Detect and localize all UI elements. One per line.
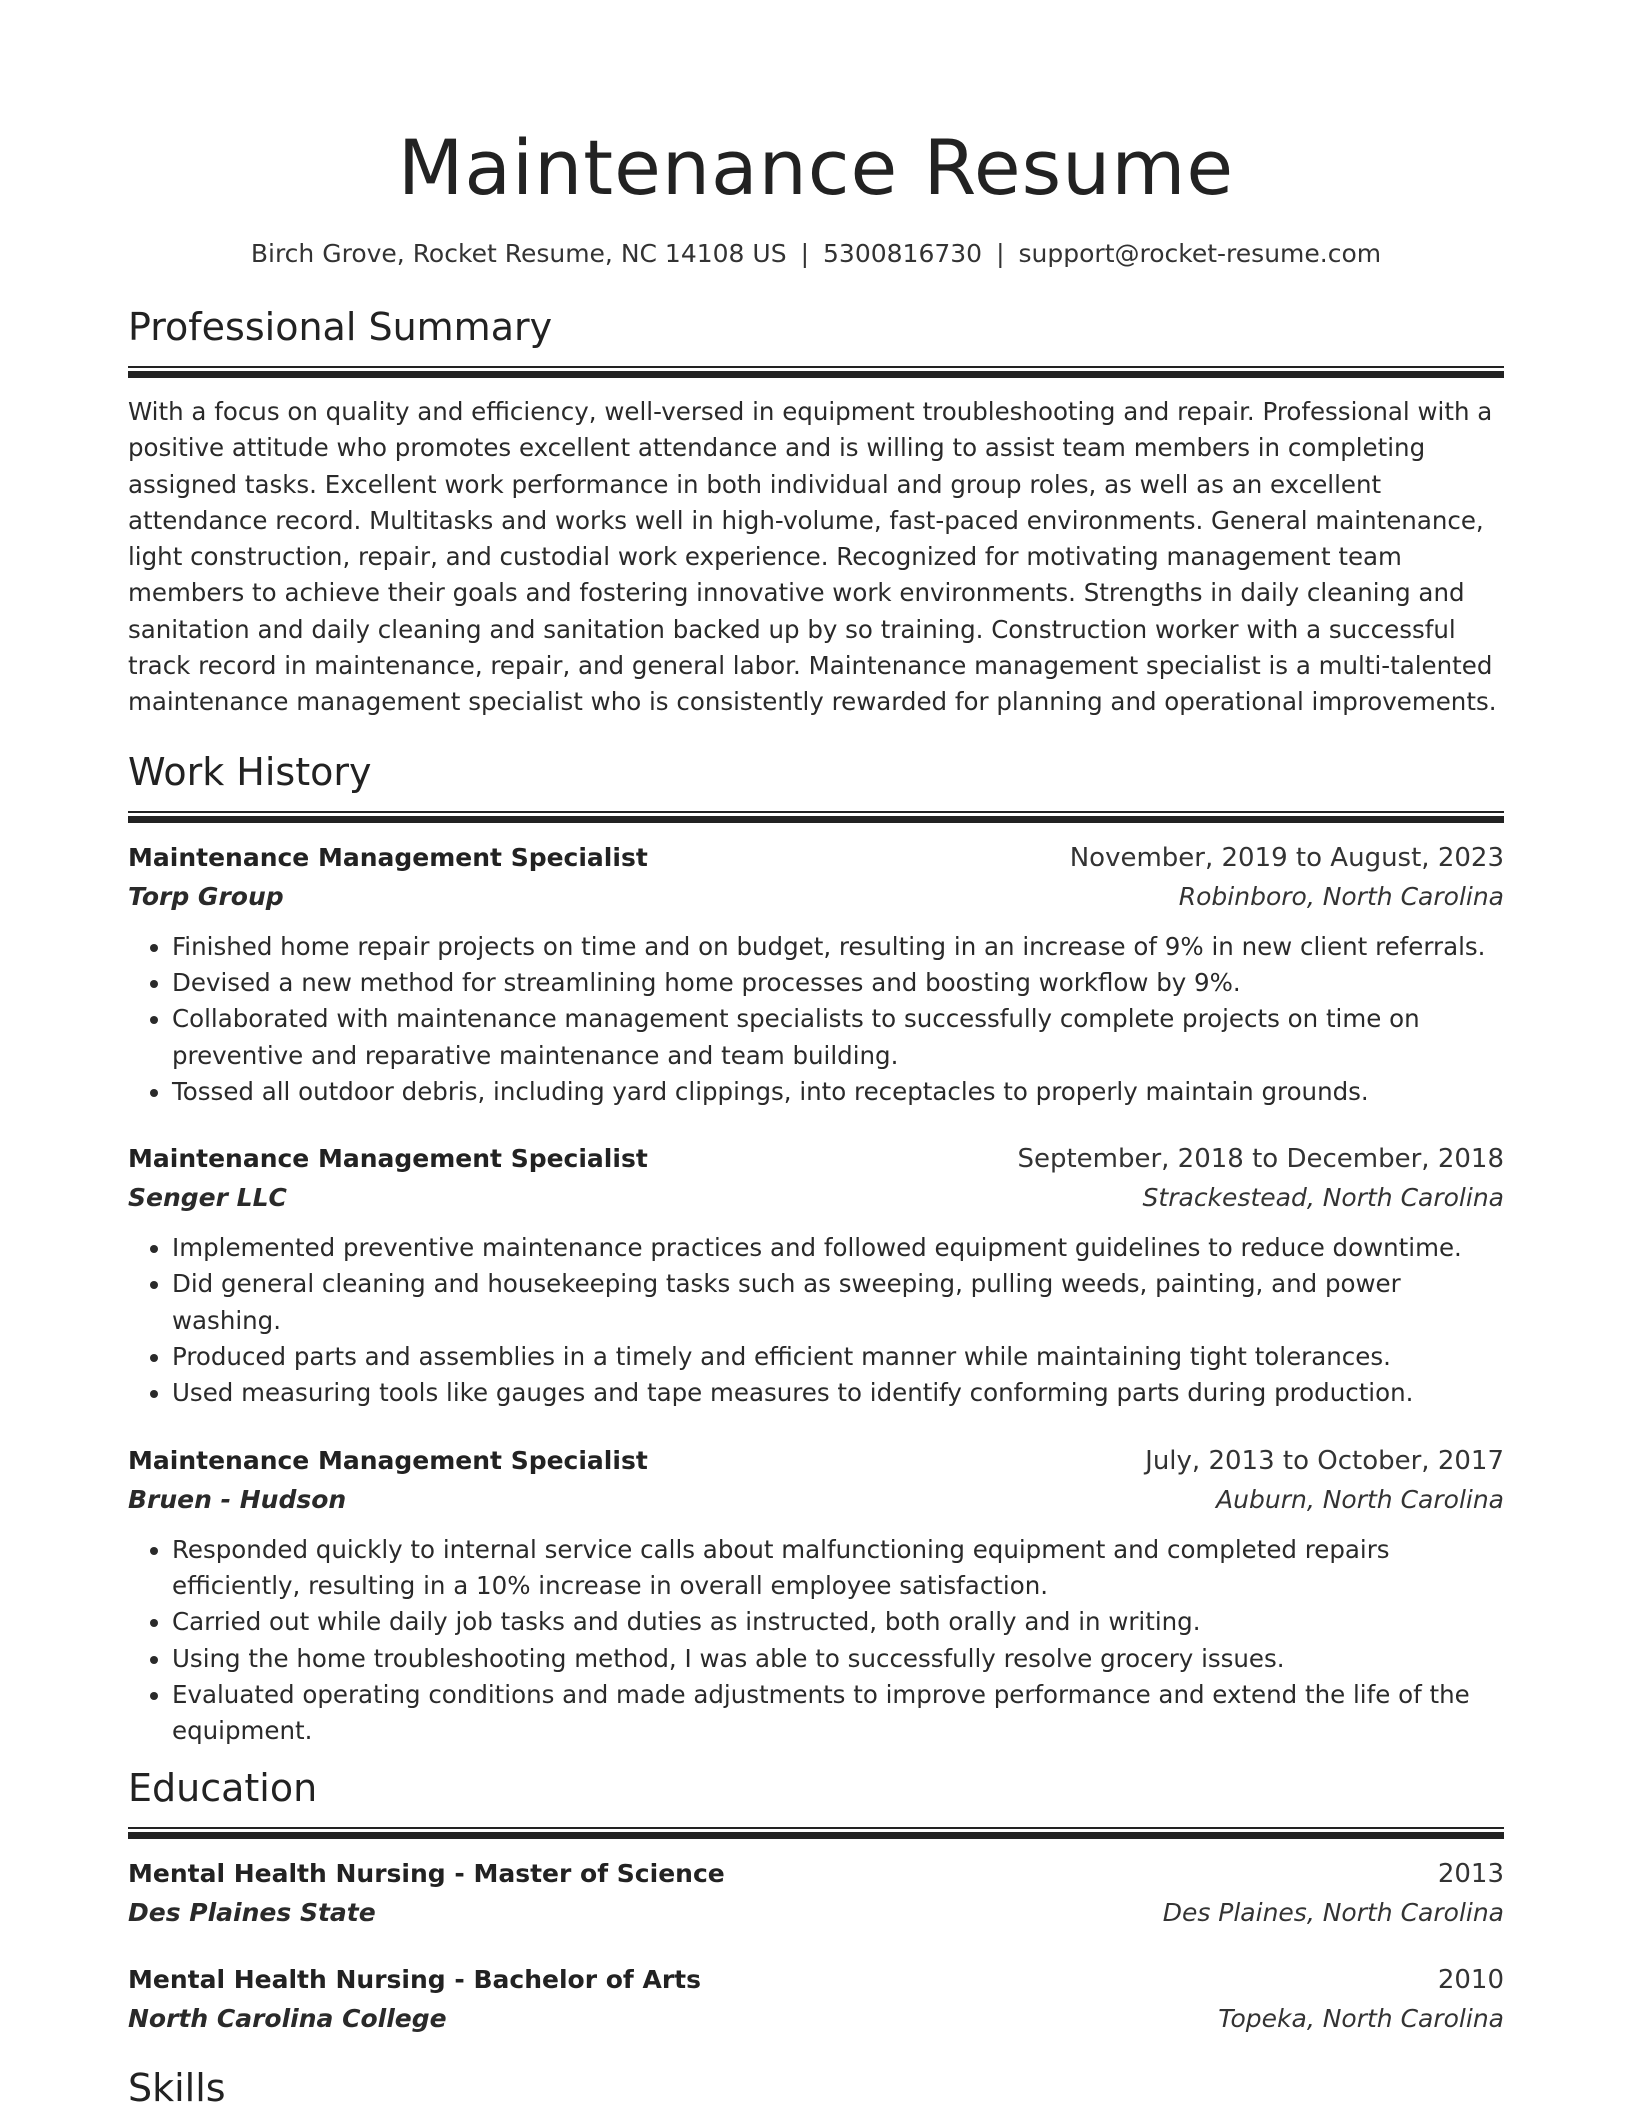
job-title: Maintenance Management Specialist — [128, 1445, 648, 1475]
section-heading-work-history: Work History — [128, 749, 372, 794]
work-history-section — [128, 747, 1504, 1750]
job-entry — [128, 1140, 1504, 1411]
job-bullet: • Carried out while daily job tasks and duties as instructed, both orally and in writing. — [172, 1604, 1504, 1640]
job-title: Maintenance Management Specialist — [128, 842, 648, 872]
job-bullet: • Implemented preventive maintenance practices and followed equipment guidelines to reduce downtime. — [172, 1230, 1504, 1266]
section-divider — [128, 811, 1504, 823]
section-heading-education: Education — [128, 1766, 318, 1811]
education-header-row — [128, 1961, 1504, 1999]
job-header-row — [128, 1442, 1504, 1480]
job-bullet: • Produced parts and assemblies in a timely and efficient manner while maintaining tight tolerances. — [172, 1339, 1504, 1375]
contact-email: support@rocket-resume.com — [1018, 239, 1382, 268]
education-school-row — [128, 1893, 1504, 1933]
job-bullet: • Using the home troubleshooting method, I was able to successfully resolve grocery issues. — [172, 1641, 1504, 1677]
section-heading-summary: Professional Summary — [128, 305, 553, 349]
education-degree: Mental Health Nursing - Bachelor of Arts — [128, 1965, 702, 1995]
education-degree: Mental Health Nursing - Master of Science — [128, 1859, 725, 1889]
education-entry — [128, 1855, 1504, 1933]
job-bullet: • Responded quickly to internal service calls about malfunctioning equipment and completed repairs efficiently, resulting in a 10% increase in overall employee satisfaction. — [172, 1532, 1504, 1605]
summary-section — [128, 302, 1504, 721]
education-year: 2013 — [1437, 1859, 1504, 1890]
education-year: 2010 — [1437, 1965, 1504, 1996]
education-location: Des Plaines, North Carolina — [1162, 1898, 1504, 1928]
job-company: Senger LLC — [128, 1183, 287, 1213]
job-location: Robinboro, North Carolina — [1178, 881, 1504, 911]
job-company: Bruen - Hudson — [128, 1484, 347, 1514]
job-dates: July, 2013 to October, 2017 — [1145, 1445, 1504, 1476]
contact-phone: 5300816730 — [823, 239, 983, 268]
job-title: Maintenance Management Specialist — [128, 1144, 648, 1174]
job-dates: November, 2019 to August, 2023 — [1069, 842, 1504, 873]
job-bullet: • Collaborated with maintenance management specialists to successfully complete projects on time on preventive and reparative maintenance and team building. — [172, 1001, 1504, 1074]
job-location: Auburn, North Carolina — [1216, 1484, 1504, 1514]
summary-text: With a focus on quality and efficiency, well-versed in equipment troubleshooting and repair. Professional with a positive attitude who promotes excellent attendance and is willing to assist team members in completing assigned tasks. Excellent work performance in both individual and group roles, as well as an excellent attendance record. Multitasks and works well in high-volume, fast-paced environments. General maintenance, light construction, repair, and custodial work experience. Recognized for motivating management team members to achieve their goals and fostering innovative work environments. Strengths in daily cleaning and sanitation and daily cleaning and sanitation backed up by so training. Construction worker with a successful track record in maintenance, repair, and general labor. Maintenance management specialist is a multi-talented maintenance management specialist who is consistently rewarded for planning and operational improvements. — [128, 397, 1497, 717]
contact-separator: | — [996, 239, 1005, 268]
job-company-row — [128, 877, 1504, 917]
education-school-row — [128, 1999, 1504, 2039]
job-bullet: • Devised a new method for streamlining home processes and boosting workflow by 9%. — [172, 965, 1504, 1001]
job-entry — [128, 1442, 1504, 1750]
job-header-row — [128, 1140, 1504, 1178]
contact-address: Birch Grove, Rocket Resume, NC 14108 US — [250, 239, 787, 268]
page-title: Maintenance Resume — [397, 123, 1235, 212]
education-header-row — [128, 1855, 1504, 1893]
job-location: Strackestead, North Carolina — [1142, 1183, 1504, 1213]
job-company-row — [128, 1178, 1504, 1218]
section-divider — [128, 366, 1504, 378]
job-bullet: • Did general cleaning and housekeeping tasks such as sweeping, pulling weeds, painting, and power washing. — [172, 1266, 1504, 1339]
job-bullets — [128, 929, 1504, 1110]
job-company-row — [128, 1480, 1504, 1520]
education-school: North Carolina College — [128, 2004, 447, 2034]
section-divider — [128, 1827, 1504, 1839]
job-dates: September, 2018 to December, 2018 — [1017, 1144, 1504, 1175]
job-bullet: • Tossed all outdoor debris, including yard clippings, into receptacles to properly maintain grounds. — [172, 1074, 1504, 1110]
job-bullets — [128, 1532, 1504, 1750]
skills-section — [128, 2063, 1504, 2113]
education-school: Des Plaines State — [128, 1898, 376, 1928]
education-section — [128, 1763, 1504, 2039]
education-entry — [128, 1961, 1504, 2039]
job-bullets — [128, 1230, 1504, 1411]
job-entry — [128, 839, 1504, 1110]
resume-page — [128, 0, 1504, 2113]
job-bullet: • Finished home repair projects on time and on budget, resulting in an increase of 9% in new client referrals. — [172, 929, 1504, 965]
contact-line — [128, 236, 1504, 272]
job-header-row — [128, 839, 1504, 877]
job-bullet: • Used measuring tools like gauges and tape measures to identify conforming parts during production. — [172, 1375, 1504, 1411]
section-heading-skills: Skills — [128, 2066, 226, 2111]
contact-separator: | — [800, 239, 810, 268]
education-location: Topeka, North Carolina — [1218, 2004, 1504, 2034]
job-company: Torp Group — [128, 881, 284, 911]
job-bullet: • Evaluated operating conditions and made adjustments to improve performance and extend the life of the equipment. — [172, 1677, 1504, 1750]
